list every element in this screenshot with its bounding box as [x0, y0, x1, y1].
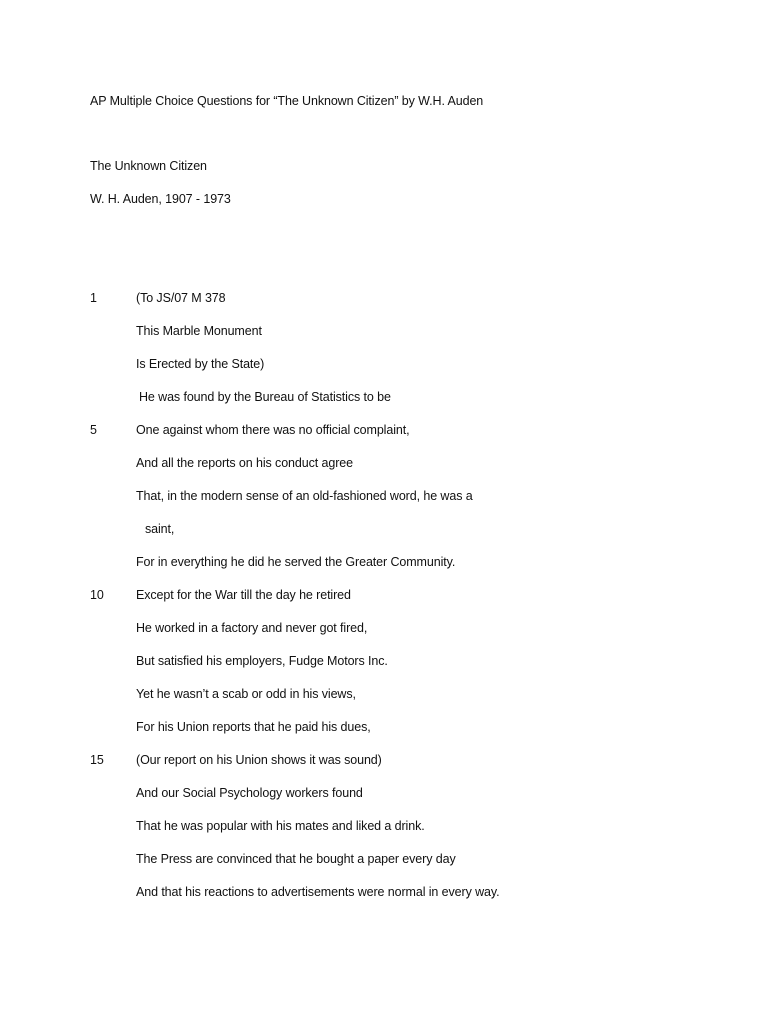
line-number: 15 — [90, 753, 104, 767]
poem-line — [0, 357, 768, 375]
line-text: That he was popular with his mates and liked a drink. — [136, 819, 425, 833]
poem-title: The Unknown Citizen — [90, 159, 207, 173]
poem-line — [0, 291, 768, 309]
line-text: Yet he wasn’t a scab or odd in his views, — [136, 687, 356, 701]
poem-line — [0, 852, 768, 870]
poem-line — [0, 588, 768, 606]
poem-line — [0, 654, 768, 672]
line-text: saint, — [145, 522, 175, 536]
poem-line — [0, 819, 768, 837]
line-number: 5 — [90, 423, 97, 437]
line-text: And all the reports on his conduct agree — [136, 456, 353, 470]
line-text: Except for the War till the day he retired — [136, 588, 351, 602]
line-text: For in everything he did he served the Greater Community. — [136, 555, 456, 569]
poem-line — [0, 489, 768, 507]
line-text: And our Social Psychology workers found — [136, 786, 363, 800]
line-number: 10 — [90, 588, 104, 602]
line-text: (To JS/07 M 378 — [136, 291, 226, 305]
line-text: The Press are convinced that he bought a paper every day — [136, 852, 456, 866]
line-text: This Marble Monument — [136, 324, 262, 338]
line-text: That, in the modern sense of an old-fashioned word, he was a — [136, 489, 473, 503]
line-text: One against whom there was no official complaint, — [136, 423, 410, 437]
poem-line — [0, 885, 768, 903]
poem-line — [0, 423, 768, 441]
poem-author: W. H. Auden, 1907 - 1973 — [90, 192, 231, 206]
poem-line — [0, 753, 768, 771]
poem-line — [0, 687, 768, 705]
document-title: AP Multiple Choice Questions for “The Unknown Citizen” by W.H. Auden — [90, 94, 484, 108]
line-text: And that his reactions to advertisements were normal in every way. — [136, 885, 500, 899]
poem-line — [0, 390, 768, 408]
poem-line — [0, 786, 768, 804]
line-text: (Our report on his Union shows it was sound) — [136, 753, 382, 767]
poem-line — [0, 555, 768, 573]
line-text: But satisfied his employers, Fudge Motors Inc. — [136, 654, 388, 668]
poem-line — [0, 456, 768, 474]
poem-line — [0, 621, 768, 639]
poem-line — [0, 720, 768, 738]
line-text: He was found by the Bureau of Statistics to be — [139, 390, 391, 404]
poem-line — [0, 324, 768, 342]
line-text: Is Erected by the State) — [136, 357, 265, 371]
line-number: 1 — [90, 291, 97, 305]
line-text: For his Union reports that he paid his dues, — [136, 720, 371, 734]
line-text: He worked in a factory and never got fired, — [136, 621, 368, 635]
poem-line — [0, 522, 768, 540]
